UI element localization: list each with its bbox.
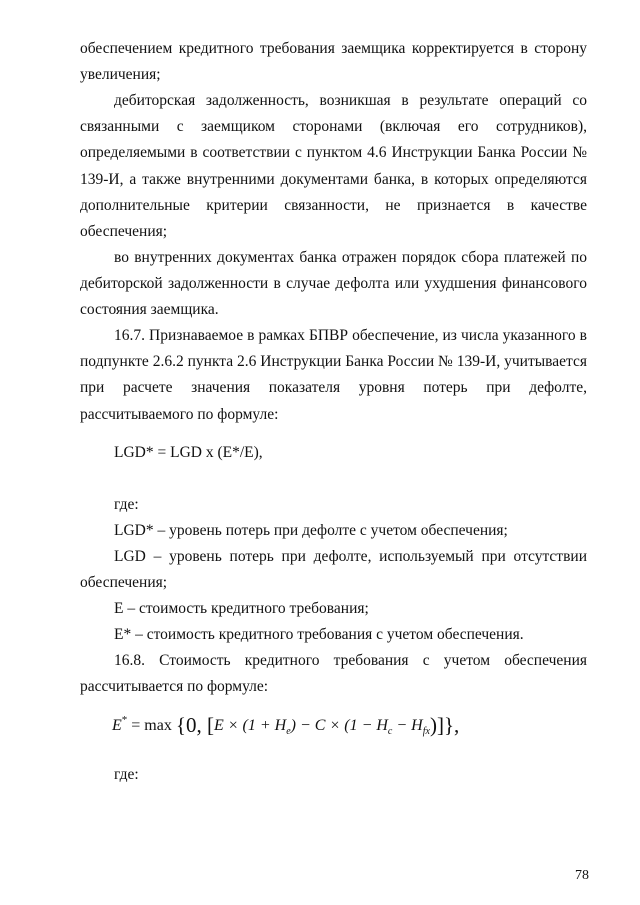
paragraph-16-8: 16.8. Стоимость кредитного требования с учетом обеспечения рассчитывается по формуле:	[80, 652, 587, 696]
formula-sub-e: e	[286, 726, 291, 737]
formula-sub-fx: fx	[422, 726, 430, 737]
formula-mid: ) − C × (1 − H	[290, 717, 388, 734]
formula-open-bracket: {0, [	[175, 713, 214, 737]
definition-e-star: E* – стоимость кредитного требования с учетом обеспечения.	[114, 626, 524, 643]
where-label-2: где:	[114, 766, 139, 783]
formula-minus: − H	[392, 717, 423, 734]
definition-lgd-star: LGD* – уровень потерь при дефолте с учетом обеспечения;	[114, 522, 508, 539]
formula-e-lhs: E	[112, 717, 122, 734]
paragraph-16-7: 16.7. Признаваемое в рамках БПВР обеспечение, из числа указанного в подпункте 2.6.2 пункта 2.6 Инструкции Банка России № 139-И, учитывается при расчете значения показателя уровня потерь при дефолте, рассчитываемого по формуле:	[80, 327, 587, 423]
formula-term1: E × (1 + H	[213, 717, 287, 734]
paragraph-receivables-related-parties: дебиторская задолженность, возникшая в результате операций со связанными с заемщиком сторонами (включая его сотрудников), определяемыми в соответствии с пунктом 4.6 Инструкции Банка России № 139-И, а также внутренними документами банка, в которых определяются дополнительные критерии связанности, не признается в качестве обеспечения;	[80, 92, 587, 241]
formula-star: *	[121, 714, 128, 726]
definition-e: E – стоимость кредитного требования;	[114, 600, 369, 617]
page-number: 78	[575, 868, 589, 883]
where-label-1: где:	[114, 496, 139, 513]
formula-close-bracket: )]},	[429, 713, 460, 737]
formula-eq-max: = max	[131, 717, 172, 734]
paragraph-payment-collection: во внутренних документах банка отражен порядок сбора платежей по дебиторской задолженности в случае дефолта или ухудшения финансового состояния заемщика.	[80, 249, 587, 319]
formula-e-star	[112, 710, 459, 741]
paragraph-collateral-adjustment: обеспечением кредитного требования заемщика корректируется в сторону увеличения;	[80, 40, 587, 84]
formula-lgd: LGD* = LGD x (E*/E),	[114, 444, 263, 461]
formula-sub-c: c	[387, 726, 393, 737]
definition-lgd: LGD – уровень потерь при дефолте, используемый при отсутствии обеспечения;	[80, 548, 587, 592]
